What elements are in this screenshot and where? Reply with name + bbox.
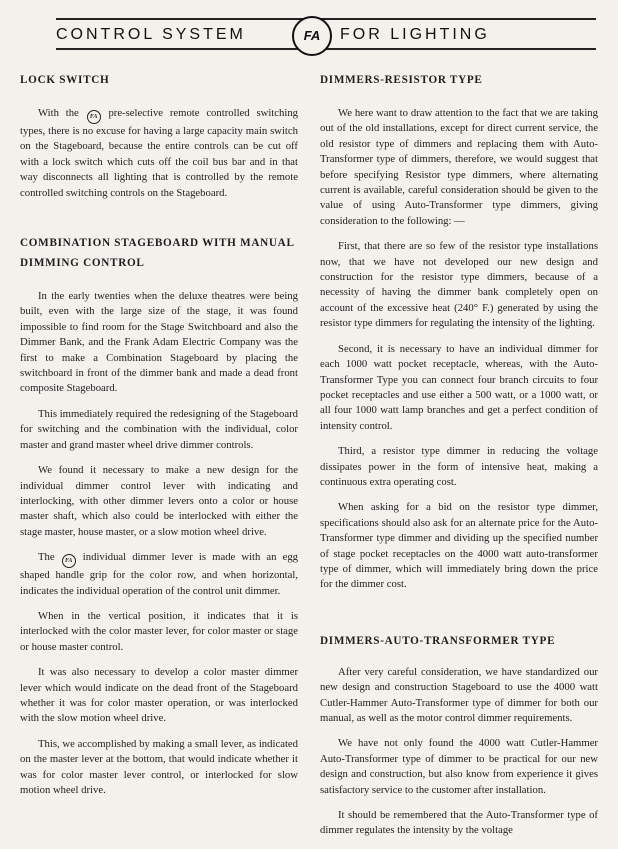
section-heading-lock-switch: LOCK SWITCH [20,74,110,86]
paragraph: Third, a resistor type dimmer in reducing the voltage dissipates power in the form of intensive heat, making a continuous extra operating cost. [320,445,598,488]
paragraph: With the FA pre-selective remote controlled switching types, there is no excuse for having a large capacity main switch on the Stageboard, because the entire controls can be cut off with a lock switch which cuts off the coil bus bar and in that way disconnects all lighting that is controlled by the remote controlled switching controls on the Stageboard. [20,107,299,199]
fa-logo-icon: FA [292,16,332,56]
section-heading-dimmers-auto-transformer: DIMMERS-AUTO-TRANSFORMER TYPE [320,634,556,647]
paragraph: We here want to draw attention to the fact that we are taking out of the old installations, except for direct current service, the old resistor type of dimmers and replacing them with Auto-Transformer type of dimmers, therefore, we would suggest that before specifying Resistor type dimmers, where alternating current is available, careful consideration should be given to the value of using Auto-Transformer type dimmers, giving consideration to the following: — [320,107,598,227]
page-header [0,8,618,48]
section-heading-combination-stageboard: COMBINATION STAGEBOARD WITH MANUAL DIMMING CONTROL [20,237,295,270]
paragraph: Second, it is necessary to have an individual dimmer for each 1000 watt pocket receptacle, whereas, with the Auto-Transformer Type you can connect four branch circuits to four pocket receptacles and use either a 500 watt, or a 1000 watt, or all four 1000 watt lamp branches and get a perfect condition of intensity control. [320,342,598,432]
header-title-left: CONTROL SYSTEM [56,26,246,43]
paragraph: The FA individual dimmer lever is made with an egg shaped handle grip for the color row, and when horizontal, indicates the individual operation of the control unit dimmer. [20,551,299,597]
section-heading-dimmers-resistor: DIMMERS-RESISTOR TYPE [320,74,483,86]
paragraph: When in the vertical position, it indicates that it is interlocked with the color master lever, for color master or stage or house master control. [20,609,298,653]
paragraph: We have not only found the 4000 watt Cutler-Hammer Auto-Transformer type of dimmer to be practical for our new design and construction, but also know from experience it gives satisfactory service to the customer after installation. [320,737,598,796]
header-title-right: FOR LIGHTING [340,26,490,43]
left-column [20,70,298,808]
paragraph: When asking for a bid on the resistor type dimmer, specifications should also ask for an alternate price for the Auto-Transformer type dimmer and dividing up the specified number of stage pocket receptacles on the 4000 watt auto-transformer type of dimmer, which will immediately bring down the price for the dimmer cost. [320,501,598,591]
header-top-rule [56,18,596,20]
right-column [320,70,598,849]
paragraph: It should be remembered that the Auto-Transformer type of dimmer regulates the intensity by the voltage [320,809,598,837]
paragraph: After very careful consideration, we have standardized our new design and construction Stageboard to use the 4000 watt Cutler-Hammer Auto-Transformer type of dimmer for both our manual, as well as the motor control dimmer requirements. [320,665,598,724]
paragraph: This immediately required the redesigning of the Stageboard for switching and the combination with the individual, color master and grand master wheel drive dimmer controls. [20,407,298,451]
paragraph: First, that there are so few of the resistor type installations now, that we have not developed our new design and construction for the resistor type dimmers, because of a necessity of having the dimmer bank completely open on account of the excessive heat (240° F.) generated by using the resistor type dimmers for regulating the intensity of the lighting. [320,240,598,330]
paragraph: This, we accomplished by making a small lever, as indicated on the master lever at the bottom, that would indicate whether it was for color master lever control, or interlocked for slow motion wheel drive. [20,737,298,796]
paragraph: We found it necessary to make a new design for the individual dimmer control lever with indicating and interlocking, with other dimmer levers onto a color or house master shaft, which also could be interlocked with either the stage master, house master, or a slow motion wheel drive. [20,464,298,538]
fa-mark-icon: FA [62,554,76,568]
fa-mark-icon: FA [87,110,101,124]
paragraph: In the early twenties when the deluxe theatres were being built, even with the large size of the stage, it was found impossible to find room for the Stage Switchboard and also the Dimmer Bank, and the Frank Adam Electric Company was the first to make a Combination Stageboard by placing the switchboard in front of the dimmer bank and made a dead front composite Stageboard. [20,290,298,395]
paragraph: It was also necessary to develop a color master dimmer lever which would indicate on the dead front of the Stageboard whether it was for color master operation, or was interlocked with the slow motion wheel drive. [20,666,298,725]
